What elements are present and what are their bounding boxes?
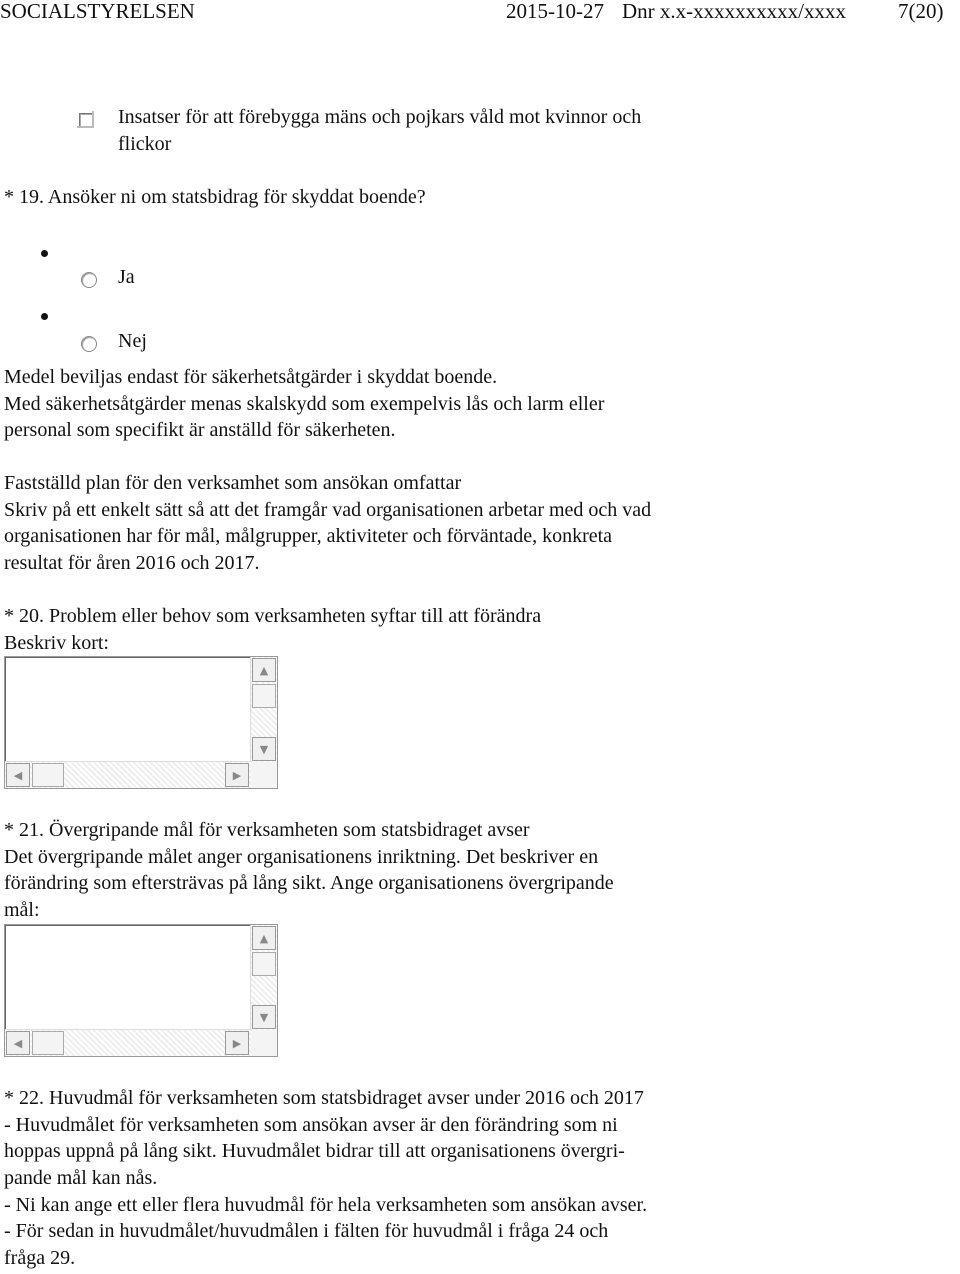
q22-text-line: - Ni kan ange ett eller flera huvudmål för hela verksamheten som ansökan avser. bbox=[4, 1194, 648, 1216]
q22-title: * 22. Huvudmål för verksamheten som statsbidraget avser under 2016 och 2017 bbox=[4, 1087, 644, 1109]
scroll-corner bbox=[251, 762, 277, 788]
radio-ja[interactable] bbox=[81, 272, 97, 288]
scroll-up-button[interactable] bbox=[252, 658, 276, 682]
radio-label-ja: Ja bbox=[118, 266, 135, 288]
list-bullet bbox=[41, 313, 48, 320]
scroll-thumb[interactable] bbox=[252, 684, 276, 708]
scroll-thumb[interactable] bbox=[32, 763, 64, 787]
scroll-down-button[interactable] bbox=[252, 737, 276, 761]
q21-title: * 21. Övergripande mål för verksamheten som statsbidraget avser bbox=[4, 819, 530, 841]
doc-date: 2015-10-27 bbox=[506, 0, 604, 23]
q20-textarea[interactable] bbox=[4, 656, 278, 789]
list-bullet bbox=[41, 250, 48, 257]
radio-nej[interactable] bbox=[81, 336, 97, 352]
vertical-scrollbar[interactable] bbox=[250, 657, 277, 763]
q20-prompt: Beskriv kort: bbox=[4, 632, 109, 654]
arrow-down-icon: ▼ bbox=[259, 742, 269, 756]
arrow-down-icon: ▼ bbox=[259, 1010, 269, 1024]
arrow-right-icon: ▶ bbox=[232, 1036, 242, 1050]
scroll-left-button[interactable] bbox=[6, 763, 30, 787]
q21-text-line: förändring som eftersträvas på lång sikt. Ange organisationens övergripande bbox=[4, 872, 614, 894]
arrow-left-icon: ◀ bbox=[13, 1036, 23, 1050]
scroll-up-button[interactable] bbox=[252, 926, 276, 950]
checkbox-label-line2: flickor bbox=[118, 133, 172, 155]
q21-textarea[interactable] bbox=[4, 924, 278, 1057]
arrow-up-icon: ▲ bbox=[259, 663, 269, 677]
option-checkbox[interactable] bbox=[79, 113, 94, 128]
horizontal-scrollbar[interactable] bbox=[5, 1029, 252, 1056]
plan-text-line: Skriv på ett enkelt sätt så att det framgår vad organisationen arbetar med och vad bbox=[4, 499, 652, 521]
q22-text-line: hoppas uppnå på lång sikt. Huvudmålet bidrar till att organisationens övergri- bbox=[4, 1140, 625, 1162]
q21-text-line: Det övergripande målet anger organisationens inriktning. Det beskriver en bbox=[4, 846, 599, 868]
radio-label-nej: Nej bbox=[118, 330, 147, 352]
arrow-right-icon: ▶ bbox=[232, 768, 242, 782]
q19-title: * 19. Ansöker ni om statsbidrag för skyddat boende? bbox=[4, 186, 426, 208]
scroll-right-button[interactable] bbox=[225, 763, 249, 787]
scroll-right-button[interactable] bbox=[225, 1031, 249, 1055]
arrow-left-icon: ◀ bbox=[13, 768, 23, 782]
scroll-thumb[interactable] bbox=[32, 1031, 64, 1055]
q22-text-line: - Huvudmålet för verksamheten som ansökan avser är den förändring som ni bbox=[4, 1114, 618, 1136]
doc-dnr: Dnr x.x-xxxxxxxxxx/xxxx bbox=[622, 0, 846, 23]
q20-title: * 20. Problem eller behov som verksamheten syftar till att förändra bbox=[4, 605, 542, 627]
q21-text-line: mål: bbox=[4, 899, 40, 921]
q19-note-line: Med säkerhetsåtgärder menas skalskydd som exempelvis lås och larm eller bbox=[4, 393, 605, 415]
scroll-thumb[interactable] bbox=[252, 952, 276, 976]
org-name: SOCIALSTYRELSEN bbox=[0, 0, 195, 23]
plan-text-line: organisationen har för mål, målgrupper, aktiviteter och förväntade, konkreta bbox=[4, 525, 613, 547]
q22-text-line: - För sedan in huvudmålet/huvudmålen i fälten för huvudmål i fråga 24 och bbox=[4, 1220, 609, 1242]
scroll-corner bbox=[251, 1030, 277, 1056]
checkbox-label-line1: Insatser för att förebygga mäns och pojkars våld mot kvinnor och bbox=[118, 106, 642, 128]
q22-text-line: pande mål kan nås. bbox=[4, 1167, 158, 1189]
arrow-up-icon: ▲ bbox=[259, 931, 269, 945]
q22-text-line: fråga 29. bbox=[4, 1247, 76, 1269]
scroll-down-button[interactable] bbox=[252, 1005, 276, 1029]
plan-heading: Fastställd plan för den verksamhet som ansökan omfattar bbox=[4, 472, 462, 494]
horizontal-scrollbar[interactable] bbox=[5, 761, 252, 788]
page-number: 7(20) bbox=[898, 0, 944, 23]
scroll-left-button[interactable] bbox=[6, 1031, 30, 1055]
q19-note-line: Medel beviljas endast för säkerhetsåtgärder i skyddat boende. bbox=[4, 366, 498, 388]
plan-text-line: resultat för åren 2016 och 2017. bbox=[4, 552, 260, 574]
vertical-scrollbar[interactable] bbox=[250, 925, 277, 1031]
q19-note-line: personal som specifikt är anställd för säkerheten. bbox=[4, 419, 396, 441]
